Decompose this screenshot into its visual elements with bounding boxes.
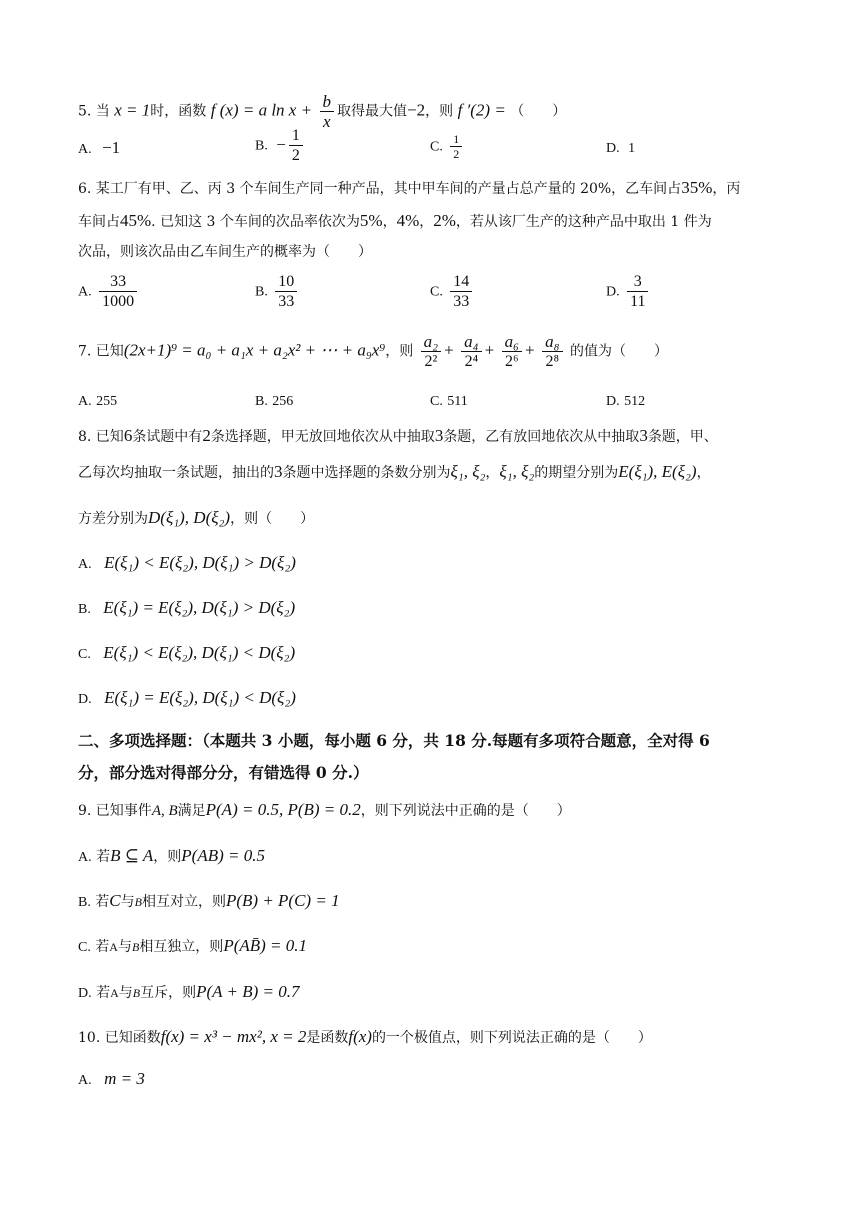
option-mid: 与 — [118, 985, 133, 1001]
q7-frac-3 — [502, 332, 522, 371]
option-label: C. — [430, 394, 443, 409]
q9-option-b[interactable] — [78, 891, 340, 913]
q8-n3b: 3 — [639, 426, 648, 445]
q8-n3: 3 — [434, 426, 444, 445]
option-pre: 若 — [96, 849, 111, 865]
option-label: B. — [255, 394, 268, 409]
q7-option-a[interactable] — [78, 391, 117, 412]
frac-num: a₆ — [502, 332, 522, 352]
q7-frac-4 — [542, 332, 562, 371]
q7-frac-1 — [421, 332, 441, 371]
q5-max-value: −2 — [407, 100, 426, 120]
q8-line2 — [78, 462, 711, 483]
q5-frac-den: x — [322, 112, 331, 131]
option-label: A. — [78, 1073, 92, 1088]
frac-num: 1 — [289, 126, 303, 146]
frac-den: 2⁴ — [464, 353, 479, 370]
q10-option-a[interactable] — [78, 1069, 145, 1091]
q7-option-c[interactable] — [430, 391, 468, 412]
option-value: 512 — [624, 394, 646, 409]
frac-num: 10 — [275, 272, 297, 292]
option-label: A. — [78, 284, 92, 300]
q7-frac-2 — [461, 332, 481, 371]
q9-prefix: 9. 已知事件 — [78, 803, 152, 819]
option-math1b: B — [132, 986, 141, 1000]
option-label: B. — [78, 895, 91, 910]
q8-text3a: 方差分别为 — [78, 511, 148, 527]
q6-pct-b: 35% — [681, 178, 713, 197]
option-value: E(ξ₁) = E(ξ₂), D(ξ₁) < D(ξ₂) — [104, 688, 296, 707]
q5-function: f (x) = a ln x + — [210, 100, 313, 120]
q7-option-b[interactable] — [255, 391, 293, 412]
option-fraction — [99, 272, 137, 311]
q10-text2: 的一个极值点，则下列说法正确的是（ ） — [371, 1030, 652, 1046]
option-label: D. — [606, 394, 620, 409]
option-mid2: 相互对立，则 — [141, 894, 226, 910]
q8-text1c: 条选择题，甲无放回地依次从中抽取 — [210, 429, 435, 445]
section-heading-line2: 分，部分选对得部分分，有错选得 0 分.） — [78, 763, 369, 782]
q6-rate1: 5% — [359, 211, 383, 230]
q5-prefix: 5. 当 — [78, 103, 110, 120]
q10-text1: 是函数 — [306, 1030, 349, 1046]
q6-option-c[interactable] — [430, 272, 475, 311]
q5-option-d[interactable] — [606, 138, 635, 159]
option-sign: − — [276, 134, 286, 154]
q7-suffix: 的值为（ ） — [569, 343, 668, 360]
q9-events: A, B — [151, 803, 178, 819]
option-fraction — [450, 132, 462, 161]
q8-text1e: 条题，甲、 — [647, 429, 718, 445]
q5-option-c[interactable] — [430, 132, 465, 161]
option-label: D. — [78, 986, 92, 1001]
q7-text1: ，则 — [385, 343, 414, 360]
q8-n3c: 3 — [274, 462, 283, 481]
q8-text2b: 条题中选择题的条数分别为 — [282, 465, 451, 481]
option-label: B. — [255, 284, 268, 300]
q8-option-a[interactable] — [78, 553, 296, 575]
option-mid2: 相互独立，则 — [139, 939, 224, 955]
option-math1: C — [109, 891, 121, 910]
q8-text1d: 条题，乙有放回地依次从中抽取 — [443, 429, 640, 445]
option-value: 511 — [447, 394, 468, 409]
q8-n2: 2 — [202, 426, 211, 445]
option-label: D. — [606, 284, 620, 300]
q8-line3 — [78, 508, 314, 529]
option-math2: P(AB) = 0.5 — [181, 846, 265, 865]
q5-paren: （ ） — [510, 103, 567, 120]
option-value: 1 — [628, 141, 636, 156]
option-label: C. — [78, 647, 91, 662]
option-label: D. — [606, 141, 620, 156]
option-math2: P(B) + P(C) = 1 — [225, 891, 340, 910]
q6-option-d[interactable] — [606, 272, 651, 311]
q7-prefix: 7. 已知 — [78, 343, 124, 360]
q5-option-a[interactable] — [78, 138, 120, 160]
option-label: D. — [78, 692, 92, 707]
frac-num: a₈ — [542, 332, 562, 352]
q6-text2a: 车间占 — [78, 214, 120, 230]
q6-text3: 次品，则该次品由乙车间生产的概率为（ ） — [78, 244, 372, 260]
option-math1b: B — [131, 940, 140, 954]
q8-text2d: 的期望分别为 — [534, 465, 619, 481]
option-value: 255 — [96, 394, 118, 409]
option-math2: P(A + B) = 0.7 — [196, 982, 300, 1001]
option-fraction — [450, 272, 472, 311]
option-value: m = 3 — [104, 1069, 145, 1088]
frac-den: 33 — [278, 293, 295, 310]
frac-den: 2² — [424, 353, 438, 370]
frac-den: 2 — [291, 147, 300, 164]
frac-num: 1 — [450, 132, 462, 147]
frac-den: 2⁶ — [505, 353, 519, 370]
option-math1: B ⊆ A — [110, 846, 154, 865]
q5-text1: 时，函数 — [150, 103, 207, 120]
q5-ask: f ′(2) = — [457, 100, 506, 120]
option-label: C. — [78, 940, 91, 955]
q9-option-c[interactable] — [78, 936, 307, 958]
q6-text1-end: ，丙 — [712, 181, 741, 197]
q8-option-b[interactable] — [78, 598, 295, 620]
q6-text2c: ，若从该厂生产的这种产品中取出 1 件为 — [455, 214, 712, 230]
frac-num: 3 — [627, 272, 648, 292]
frac-den: 33 — [453, 293, 470, 310]
q6-option-b[interactable] — [255, 272, 300, 311]
q8-line1 — [78, 426, 718, 447]
q6-pct-c: 45% — [120, 211, 152, 230]
option-fraction — [275, 272, 297, 311]
option-fraction — [627, 272, 648, 311]
option-label: A. — [78, 850, 92, 865]
q10-fx: f(x) — [348, 1027, 372, 1046]
q8-text3b: ，则（ ） — [230, 511, 315, 527]
q8-text1a: 8. 已知 — [78, 429, 124, 445]
option-mid: ，则 — [153, 849, 182, 865]
option-pre: 若 — [95, 939, 110, 955]
option-value: E(ξ₁) < E(ξ₂), D(ξ₁) < D(ξ₂) — [103, 643, 296, 662]
option-label: C. — [430, 139, 443, 155]
q7-option-d[interactable] — [606, 391, 645, 412]
option-label: B. — [78, 602, 91, 617]
option-math1: A — [109, 940, 118, 954]
q7-stem: 7. 已知(2x+1)⁹ = a₀ + a₁x + a₂x² + ⋯ + a₉x⁹，则 $\frac{\text{a₂}}{\text{2²}}$ + $\frac{\text{a₄}}{\text{2⁴}}$ + $\frac{\text{a₆}}{\text{2⁶}}$ + $\frac{\text{a₈}}{\text{2⁸}}$ 的值为（ ） — [78, 332, 668, 370]
q8-option-c[interactable] — [78, 643, 295, 665]
frac-num: 33 — [99, 272, 137, 292]
option-math2: P(AB̄) = 0.1 — [223, 936, 308, 955]
q6-option-a[interactable] — [78, 272, 140, 311]
option-pre: 若 — [96, 985, 111, 1001]
q9-option-d[interactable] — [78, 982, 299, 1004]
option-label: A. — [78, 557, 92, 572]
option-value: E(ξ₁) = E(ξ₂), D(ξ₁) > D(ξ₂) — [103, 598, 296, 617]
q6-rate3: 2% — [433, 211, 456, 230]
q8-xi: ξ₁, ξ₂ — [450, 462, 486, 481]
option-math1: A — [110, 986, 119, 1000]
option-mid: 与 — [117, 939, 132, 955]
q8-xi2: ξ₁, ξ₂ — [499, 462, 535, 481]
option-math1b: B — [134, 895, 142, 909]
frac-den: 1000 — [102, 293, 135, 310]
q8-variances: D(ξ₁), D(ξ₂) — [148, 508, 231, 527]
option-fraction — [289, 126, 303, 165]
option-value: 256 — [272, 394, 294, 409]
q8-text2e: ， — [696, 465, 711, 481]
frac-den: 2 — [453, 147, 460, 161]
q8-text2c: ， — [485, 465, 500, 481]
option-label: A. — [78, 394, 92, 409]
q5-text3: ，则 — [425, 103, 454, 120]
section-heading-line1: 二、多项选择题：（本题共 3 小题，每小题 6 分，共 18 分.每题有多项符合题意，全对得 6 — [78, 731, 710, 750]
q5-condition: x = 1 — [114, 100, 151, 120]
q6-text2b: . 已知这 3 个车间的次品率依次为 — [151, 214, 360, 230]
q5-fraction — [320, 92, 335, 131]
q6-line1 — [78, 178, 740, 199]
frac-den: 2⁸ — [545, 353, 560, 370]
q6-rate2: 4% — [396, 211, 420, 230]
frac-den: 11 — [630, 293, 646, 310]
option-label: C. — [430, 284, 443, 300]
q5-stem — [78, 92, 566, 131]
q9-condition: P(A) = 0.5, P(B) = 0.2 — [205, 800, 361, 819]
q6-line3 — [78, 242, 372, 262]
option-pre: 若 — [95, 894, 110, 910]
option-mid2: 互斥，则 — [140, 985, 197, 1001]
frac-num: 14 — [450, 272, 472, 292]
q6-line2: 车间占45%. 已知这 3 个车间的次品率依次为5%，4%，2%，若从该厂生产的这种产品中取出 1 件为 — [78, 211, 712, 230]
option-label: B. — [255, 138, 268, 154]
q5-option-b[interactable] — [255, 126, 306, 165]
q5-frac-num: b — [320, 92, 335, 112]
option-value: −1 — [102, 138, 121, 157]
q5-text2: 取得最大值 — [337, 103, 408, 120]
q9-option-a[interactable] — [78, 846, 265, 868]
q10-prefix: 10. 已知函数 — [78, 1030, 161, 1046]
q10-expression: f(x) = x³ − mx², x = 2 — [160, 1027, 307, 1046]
q9-stem — [78, 800, 571, 821]
option-value: E(ξ₁) < E(ξ₂), D(ξ₁) > D(ξ₂) — [104, 553, 296, 572]
q9-text2: ，则下列说法中正确的是（ ） — [360, 803, 571, 819]
q10-stem — [78, 1027, 652, 1048]
option-label: A. — [78, 142, 92, 157]
frac-num: a₄ — [461, 332, 481, 352]
q8-option-d[interactable] — [78, 688, 296, 710]
q8-expectations: E(ξ₁), E(ξ₂) — [618, 462, 697, 481]
q8-text2a: 乙每次均抽取一条试题，抽出的 — [78, 465, 274, 481]
q6-text1: 6. 某工厂有甲、乙、丙 3 个车间生产同一种产品，其中甲车间的产量占总产量的 20%，乙车间占 — [78, 181, 682, 197]
q7-expansion: (2x+1)⁹ = a₀ + a₁x + a₂x² + ⋯ + a₉x⁹ — [123, 340, 386, 360]
q8-text1b: 条试题中有 — [132, 429, 203, 445]
frac-num: a₂ — [421, 332, 441, 352]
q9-text1: 满足 — [177, 803, 206, 819]
q8-n6: 6 — [123, 426, 133, 445]
option-mid: 与 — [120, 894, 135, 910]
